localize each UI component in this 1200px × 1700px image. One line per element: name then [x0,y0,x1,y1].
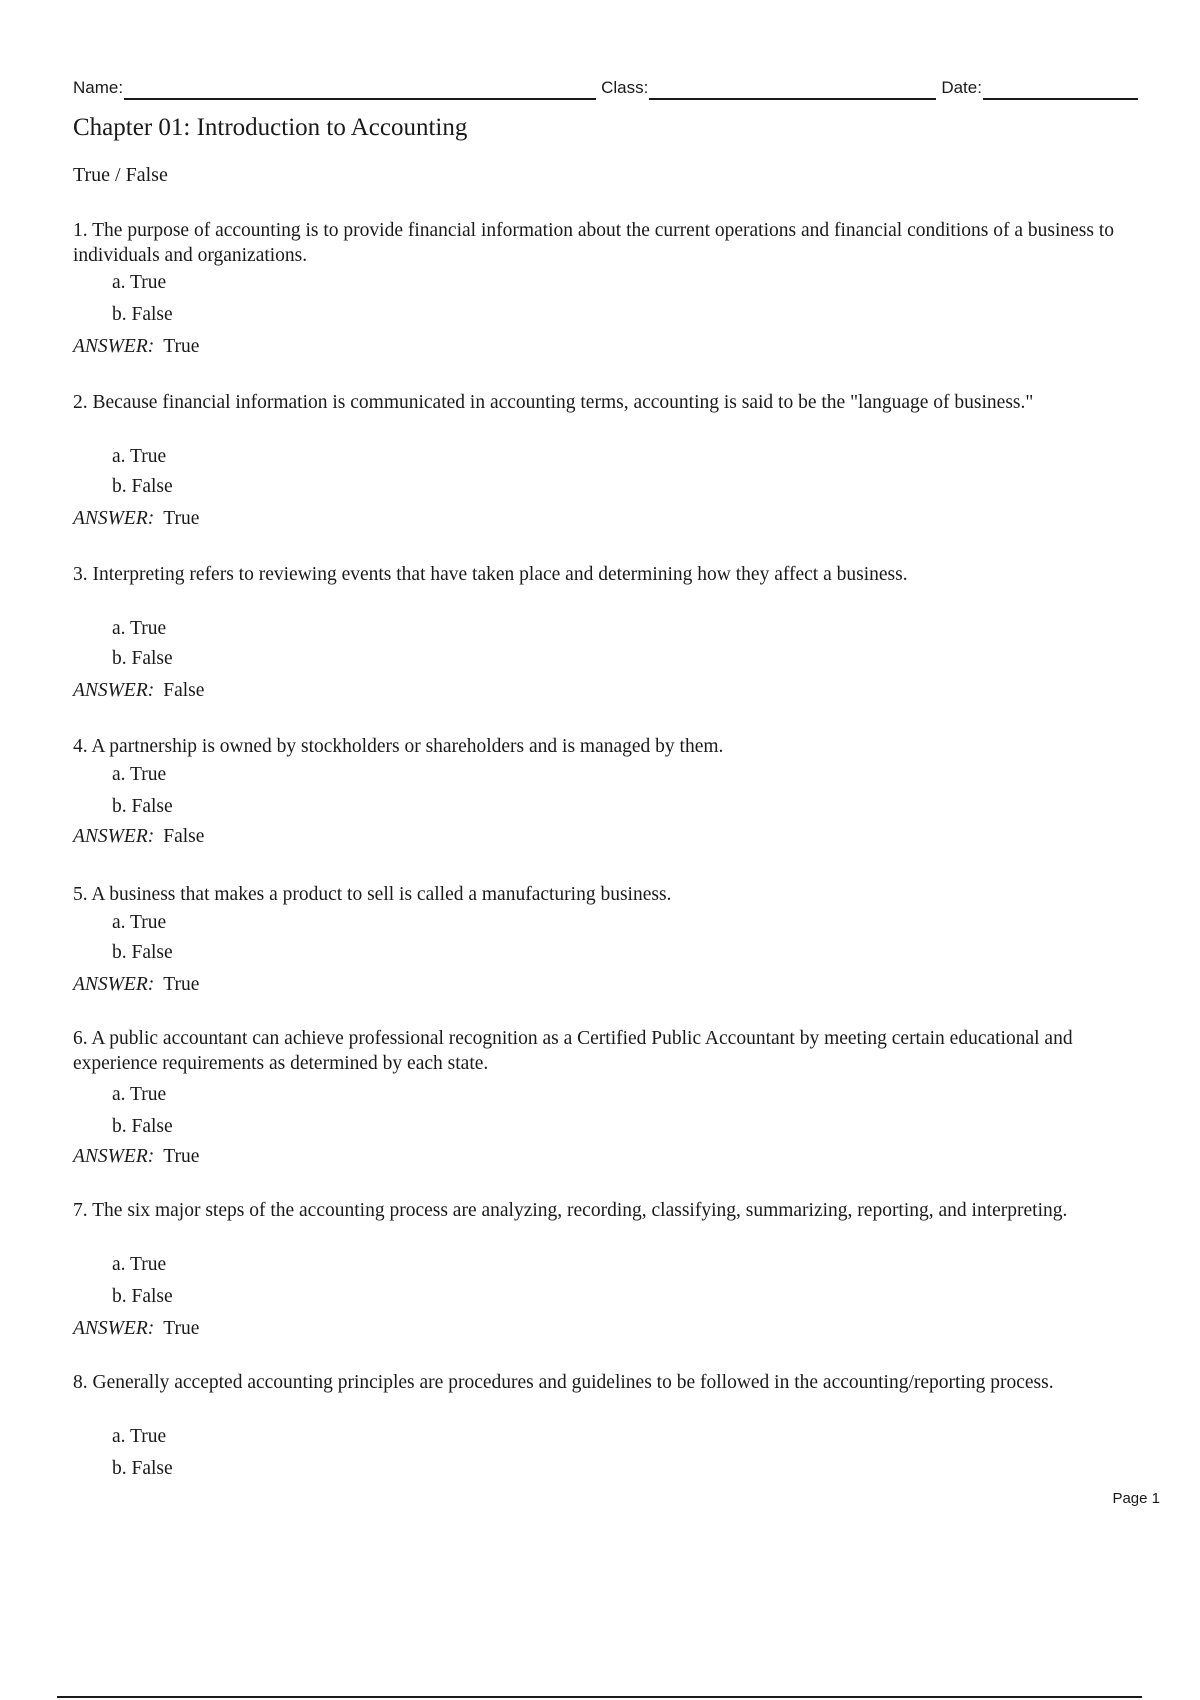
page-number: Page 1 [1112,1490,1160,1507]
question-3-choice-b: b. False [112,648,173,669]
question-6-text: 6. A public accountant can achieve professional recognition as a Certified Public Accountant by meeting certain educational and experience requirements as determined by each state. [73,1028,1073,1074]
name-blank-line [124,78,596,100]
answer-label: ANSWER: [73,826,155,847]
question-1-choice-a: a. True [112,272,167,293]
question-7-answer [73,1316,199,1341]
question-2-choice-a: a. True [112,446,167,467]
answer-value: True [163,974,200,995]
class-field[interactable] [601,78,936,100]
question-3-text: 3. Interpreting refers to reviewing events that have taken place and determining how they affect a business. [73,564,908,585]
question-5-text: 5. A business that makes a product to sell is called a manufacturing business. [73,884,672,905]
answer-label: ANSWER: [73,508,155,529]
question-6-answer [73,1144,199,1169]
class-label: Class: [601,78,649,97]
answer-value: True [163,1318,200,1339]
name-label: Name: [73,78,124,97]
question-7-text: 7. The six major steps of the accounting process are analyzing, recording, classifying, summarizing, reporting, and interpreting. [73,1200,1068,1221]
question-4-choice-a: a. True [112,764,167,785]
answer-label: ANSWER: [73,1146,155,1167]
answer-value: True [163,508,200,529]
question-7-choice-a: a. True [112,1254,167,1275]
answer-value: True [163,336,200,357]
question-6-choice-a: a. True [112,1084,167,1105]
answer-label: ANSWER: [73,974,155,995]
question-2-text: 2. Because financial information is communicated in accounting terms, accounting is said to be the "language of business." [73,392,1034,413]
question-3-choice-a: a. True [112,618,167,639]
question-5-answer [73,972,199,997]
footer-divider [57,1696,1142,1698]
class-blank-line [649,78,936,100]
date-field[interactable] [941,78,1138,100]
answer-label: ANSWER: [73,336,155,357]
student-info-row [73,72,1162,100]
name-field[interactable] [73,78,596,100]
question-8-text: 8. Generally accepted accounting principles are procedures and guidelines to be followed in the accounting/reporting process. [73,1372,1054,1393]
answer-label: ANSWER: [73,680,155,701]
question-1-answer [73,334,199,359]
date-label: Date: [941,78,982,97]
question-4-choice-b: b. False [112,796,173,817]
answer-value: False [163,826,205,847]
section-heading: True / False [73,164,168,186]
chapter-title: Chapter 01: Introduction to Accounting [73,114,468,141]
question-6-choice-b: b. False [112,1116,173,1137]
question-1-choice-b: b. False [112,304,173,325]
question-1-text: 1. The purpose of accounting is to provide financial information about the current operations and financial conditions of a business to individuals and organizations. [73,220,1114,266]
question-5-choice-a: a. True [112,912,167,933]
answer-label: ANSWER: [73,1318,155,1339]
question-4-text: 4. A partnership is owned by stockholders or shareholders and is managed by them. [73,736,724,757]
question-4-answer [73,824,204,849]
date-blank-line [983,78,1138,100]
question-8-choice-b: b. False [112,1458,173,1479]
answer-value: False [163,680,205,701]
answer-value: True [163,1146,200,1167]
question-5-choice-b: b. False [112,942,173,963]
question-8-choice-a: a. True [112,1426,167,1447]
question-2-choice-b: b. False [112,476,173,497]
question-7-choice-b: b. False [112,1286,173,1307]
question-2-answer [73,506,199,531]
question-3-answer [73,678,204,703]
